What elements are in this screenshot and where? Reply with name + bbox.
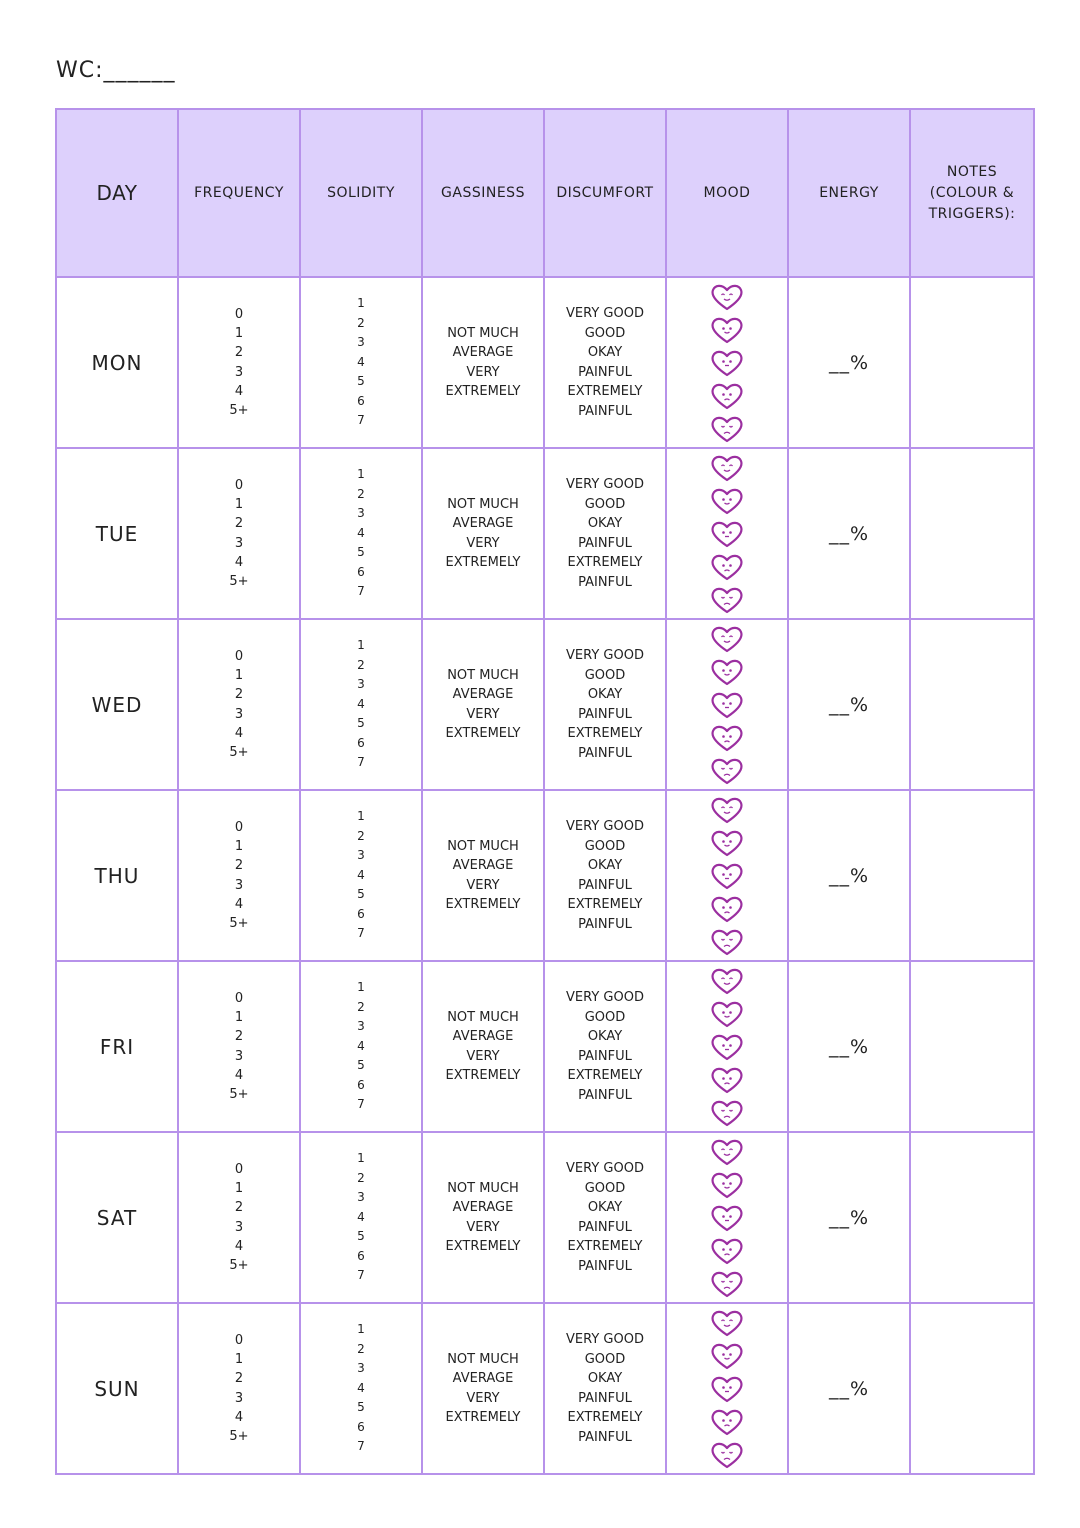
gassiness-option[interactable]: AVERAGE: [452, 858, 514, 873]
solidity-option[interactable]: 5: [357, 887, 365, 902]
frequency-option[interactable]: 4: [234, 1238, 244, 1254]
heart-sad-icon[interactable]: [709, 1408, 745, 1436]
solidity-option[interactable]: 6: [357, 1419, 365, 1434]
discomfort-option[interactable]: PAINFUL: [578, 745, 632, 761]
discomfort-option[interactable]: OKAY: [587, 516, 623, 531]
frequency-option[interactable]: 1: [234, 838, 244, 854]
week-commencing-label: WC:______: [56, 58, 176, 83]
frequency-option[interactable]: 4: [234, 1409, 244, 1425]
heart-happy-icon[interactable]: [709, 1171, 745, 1199]
frequency-option[interactable]: 0: [234, 477, 244, 493]
discomfort-option[interactable]: VERY GOOD: [566, 819, 644, 834]
discomfort-option[interactable]: GOOD: [584, 667, 626, 683]
notes-field[interactable]: [910, 1303, 1034, 1474]
day-row-sat: [56, 1132, 1034, 1303]
discomfort-option[interactable]: EXTREMELY: [567, 1410, 643, 1425]
day-row-sun: [56, 1303, 1034, 1474]
discomfort-option[interactable]: VERY GOOD: [566, 1161, 644, 1176]
notes-field[interactable]: [910, 961, 1034, 1132]
gassiness-option[interactable]: EXTREMELY: [445, 384, 521, 399]
frequency-cell: [178, 1303, 300, 1474]
day-row-fri: [56, 961, 1034, 1132]
discomfort-option[interactable]: VERY GOOD: [566, 990, 644, 1005]
gassiness-option[interactable]: EXTREMELY: [445, 1410, 521, 1425]
solidity-option[interactable]: 2: [357, 999, 365, 1014]
discomfort-cell: [544, 277, 666, 448]
solidity-option[interactable]: 3: [357, 848, 365, 863]
notes-header-text: NOTES (COLOUR & TRIGGERS):: [928, 163, 1016, 222]
frequency-option[interactable]: 1: [234, 1351, 244, 1367]
discomfort-option[interactable]: VERY GOOD: [566, 648, 644, 663]
frequency-option[interactable]: 3: [234, 1390, 244, 1406]
heart-happy-icon[interactable]: [709, 487, 745, 515]
frequency-option[interactable]: 0: [234, 1332, 244, 1348]
solidity-cell: [300, 1132, 422, 1303]
solidity-option[interactable]: 7: [357, 1268, 365, 1283]
solidity-option[interactable]: 1: [357, 1151, 365, 1166]
day-row-wed: [56, 619, 1034, 790]
solidity-option[interactable]: 1: [357, 638, 365, 653]
discomfort-option[interactable]: GOOD: [584, 496, 626, 512]
gassiness-option[interactable]: NOT MUCH: [447, 667, 519, 683]
solidity-option[interactable]: 7: [357, 1097, 365, 1112]
heart-sad-icon[interactable]: [709, 553, 745, 581]
solidity-option[interactable]: 7: [357, 926, 365, 941]
heart-very-happy-icon[interactable]: [709, 1138, 745, 1166]
heart-neutral-icon[interactable]: [709, 520, 745, 548]
solidity-option[interactable]: 6: [357, 1248, 365, 1263]
frequency-option[interactable]: 5+: [229, 403, 249, 419]
discomfort-option[interactable]: OKAY: [587, 1029, 623, 1044]
solidity-option[interactable]: 1: [357, 980, 365, 995]
discomfort-option[interactable]: OKAY: [587, 687, 623, 702]
notes-field[interactable]: [910, 277, 1034, 448]
gassiness-option[interactable]: VERY: [466, 1048, 500, 1064]
frequency-option[interactable]: 4: [234, 383, 244, 399]
discomfort-option[interactable]: PAINFUL: [578, 1087, 632, 1103]
gassiness-option[interactable]: EXTREMELY: [445, 897, 521, 912]
discomfort-option[interactable]: GOOD: [584, 1351, 626, 1367]
heart-very-sad-icon[interactable]: [709, 928, 745, 956]
day-label: THU: [56, 790, 178, 961]
heart-very-sad-icon[interactable]: [709, 1099, 745, 1127]
frequency-option[interactable]: 5+: [229, 1087, 249, 1103]
solidity-option[interactable]: 5: [357, 374, 365, 389]
solidity-cell: [300, 961, 422, 1132]
notes-field[interactable]: [910, 790, 1034, 961]
gassiness-cell: [422, 1303, 544, 1474]
heart-happy-icon[interactable]: [709, 829, 745, 857]
solidity-option[interactable]: 1: [357, 296, 365, 311]
solidity-option[interactable]: 3: [357, 677, 365, 692]
discomfort-option[interactable]: GOOD: [584, 838, 626, 854]
discomfort-cell: [544, 790, 666, 961]
day-label: FRI: [56, 961, 178, 1132]
solidity-option[interactable]: 3: [357, 335, 365, 350]
solidity-option[interactable]: 2: [357, 828, 365, 843]
heart-neutral-icon[interactable]: [709, 1204, 745, 1232]
frequency-option[interactable]: 3: [234, 364, 244, 380]
mood-cell: [666, 961, 788, 1132]
gassiness-option[interactable]: EXTREMELY: [445, 1068, 521, 1083]
gassiness-cell: [422, 790, 544, 961]
frequency-option[interactable]: 5+: [229, 1429, 249, 1445]
solidity-option[interactable]: 3: [357, 506, 365, 521]
gassiness-option[interactable]: NOT MUCH: [447, 1351, 519, 1367]
solidity-cell: [300, 277, 422, 448]
gassiness-cell: [422, 448, 544, 619]
energy-field[interactable]: __%: [788, 448, 910, 619]
discomfort-option[interactable]: OKAY: [587, 858, 623, 873]
gassiness-option[interactable]: VERY: [466, 1390, 500, 1406]
heart-very-happy-icon[interactable]: [709, 625, 745, 653]
discomfort-option[interactable]: GOOD: [584, 1180, 626, 1196]
heart-very-happy-icon[interactable]: [709, 454, 745, 482]
frequency-option[interactable]: 1: [234, 325, 244, 341]
solidity-option[interactable]: 4: [357, 525, 365, 540]
gassiness-option[interactable]: AVERAGE: [452, 516, 514, 531]
solidity-option[interactable]: 6: [357, 564, 365, 579]
solidity-option[interactable]: 6: [357, 906, 365, 921]
heart-sad-icon[interactable]: [709, 895, 745, 923]
frequency-option[interactable]: 3: [234, 535, 244, 551]
discomfort-option[interactable]: PAINFUL: [578, 1429, 632, 1445]
discomfort-option[interactable]: PAINFUL: [578, 877, 632, 893]
discomfort-cell: [544, 1132, 666, 1303]
heart-very-sad-icon[interactable]: [709, 586, 745, 614]
heart-very-sad-icon[interactable]: [709, 1270, 745, 1298]
column-header-frequency: FREQUENCY: [178, 109, 300, 277]
gassiness-option[interactable]: VERY: [466, 706, 500, 722]
day-row-thu: [56, 790, 1034, 961]
gassiness-option[interactable]: AVERAGE: [452, 687, 514, 702]
energy-field[interactable]: __%: [788, 277, 910, 448]
frequency-option[interactable]: 4: [234, 896, 244, 912]
energy-field[interactable]: __%: [788, 1132, 910, 1303]
discomfort-option[interactable]: EXTREMELY: [567, 1068, 643, 1083]
frequency-cell: [178, 277, 300, 448]
column-header-notes: [910, 109, 1034, 277]
discomfort-option[interactable]: EXTREMELY: [567, 726, 643, 741]
notes-field[interactable]: [910, 619, 1034, 790]
solidity-option[interactable]: 3: [357, 1190, 365, 1205]
solidity-option[interactable]: 5: [357, 545, 365, 560]
frequency-option[interactable]: 3: [234, 1219, 244, 1235]
frequency-option[interactable]: 5+: [229, 574, 249, 590]
frequency-option[interactable]: 4: [234, 725, 244, 741]
header-row: [56, 109, 1034, 277]
column-header-discomfort: DISCUMFORT: [544, 109, 666, 277]
solidity-option[interactable]: 4: [357, 696, 365, 711]
frequency-option[interactable]: 0: [234, 819, 244, 835]
heart-very-sad-icon[interactable]: [709, 1441, 745, 1469]
gassiness-option[interactable]: NOT MUCH: [447, 325, 519, 341]
heart-very-sad-icon[interactable]: [709, 757, 745, 785]
mood-cell: [666, 619, 788, 790]
frequency-cell: [178, 790, 300, 961]
frequency-option[interactable]: 3: [234, 706, 244, 722]
heart-sad-icon[interactable]: [709, 1066, 745, 1094]
discomfort-option[interactable]: PAINFUL: [578, 574, 632, 590]
gassiness-option[interactable]: AVERAGE: [452, 1200, 514, 1215]
discomfort-option[interactable]: PAINFUL: [578, 535, 632, 551]
frequency-cell: [178, 961, 300, 1132]
discomfort-option[interactable]: PAINFUL: [578, 1219, 632, 1235]
discomfort-option[interactable]: EXTREMELY: [567, 1239, 643, 1254]
frequency-option[interactable]: 1: [234, 496, 244, 512]
discomfort-option[interactable]: GOOD: [584, 325, 626, 341]
discomfort-option[interactable]: OKAY: [587, 1200, 623, 1215]
discomfort-option[interactable]: VERY GOOD: [566, 306, 644, 321]
solidity-cell: [300, 619, 422, 790]
gassiness-option[interactable]: VERY: [466, 1219, 500, 1235]
heart-sad-icon[interactable]: [709, 724, 745, 752]
frequency-option[interactable]: 2: [234, 1371, 244, 1387]
frequency-option[interactable]: 2: [234, 858, 244, 874]
solidity-cell: [300, 790, 422, 961]
heart-very-sad-icon[interactable]: [709, 415, 745, 443]
day-label: WED: [56, 619, 178, 790]
gassiness-option[interactable]: EXTREMELY: [445, 726, 521, 741]
heart-neutral-icon[interactable]: [709, 349, 745, 377]
frequency-option[interactable]: 4: [234, 554, 244, 570]
column-header-day: DAY: [56, 109, 178, 277]
discomfort-option[interactable]: VERY GOOD: [566, 1332, 644, 1347]
solidity-option[interactable]: 7: [357, 584, 365, 599]
solidity-option[interactable]: 5: [357, 1058, 365, 1073]
frequency-option[interactable]: 4: [234, 1067, 244, 1083]
gassiness-cell: [422, 619, 544, 790]
day-row-tue: [56, 448, 1034, 619]
mood-cell: [666, 1303, 788, 1474]
heart-very-happy-icon[interactable]: [709, 1309, 745, 1337]
frequency-option[interactable]: 3: [234, 1048, 244, 1064]
discomfort-option[interactable]: PAINFUL: [578, 1048, 632, 1064]
discomfort-option[interactable]: OKAY: [587, 345, 623, 360]
gassiness-cell: [422, 1132, 544, 1303]
solidity-option[interactable]: 6: [357, 393, 365, 408]
frequency-option[interactable]: 1: [234, 1009, 244, 1025]
solidity-option[interactable]: 4: [357, 867, 365, 882]
gassiness-option[interactable]: AVERAGE: [452, 345, 514, 360]
discomfort-option[interactable]: OKAY: [587, 1371, 623, 1386]
discomfort-option[interactable]: PAINFUL: [578, 706, 632, 722]
heart-neutral-icon[interactable]: [709, 1375, 745, 1403]
discomfort-cell: [544, 448, 666, 619]
heart-happy-icon[interactable]: [709, 316, 745, 344]
gassiness-option[interactable]: NOT MUCH: [447, 838, 519, 854]
mood-cell: [666, 790, 788, 961]
frequency-cell: [178, 1132, 300, 1303]
heart-sad-icon[interactable]: [709, 1237, 745, 1265]
solidity-option[interactable]: 5: [357, 1400, 365, 1415]
frequency-option[interactable]: 2: [234, 516, 244, 532]
mood-cell: [666, 1132, 788, 1303]
gassiness-option[interactable]: EXTREMELY: [445, 555, 521, 570]
frequency-option[interactable]: 2: [234, 345, 244, 361]
discomfort-option[interactable]: PAINFUL: [578, 364, 632, 380]
solidity-option[interactable]: 3: [357, 1361, 365, 1376]
gassiness-option[interactable]: AVERAGE: [452, 1371, 514, 1386]
discomfort-cell: [544, 961, 666, 1132]
gassiness-option[interactable]: EXTREMELY: [445, 1239, 521, 1254]
frequency-option[interactable]: 5+: [229, 1258, 249, 1274]
discomfort-option[interactable]: PAINFUL: [578, 916, 632, 932]
frequency-cell: [178, 619, 300, 790]
discomfort-option[interactable]: PAINFUL: [578, 1258, 632, 1274]
energy-field[interactable]: __%: [788, 619, 910, 790]
gassiness-option[interactable]: AVERAGE: [452, 1029, 514, 1044]
discomfort-cell: [544, 1303, 666, 1474]
heart-very-happy-icon[interactable]: [709, 967, 745, 995]
gassiness-option[interactable]: VERY: [466, 364, 500, 380]
solidity-option[interactable]: 4: [357, 1380, 365, 1395]
solidity-option[interactable]: 2: [357, 657, 365, 672]
frequency-option[interactable]: 5+: [229, 745, 249, 761]
heart-very-happy-icon[interactable]: [709, 796, 745, 824]
frequency-cell: [178, 448, 300, 619]
gassiness-option[interactable]: VERY: [466, 535, 500, 551]
frequency-option[interactable]: 0: [234, 990, 244, 1006]
solidity-option[interactable]: 6: [357, 735, 365, 750]
energy-field[interactable]: __%: [788, 790, 910, 961]
heart-very-happy-icon[interactable]: [709, 283, 745, 311]
gassiness-option[interactable]: NOT MUCH: [447, 1180, 519, 1196]
gassiness-cell: [422, 961, 544, 1132]
column-header-gassiness: GASSINESS: [422, 109, 544, 277]
solidity-cell: [300, 1303, 422, 1474]
solidity-option[interactable]: 2: [357, 486, 365, 501]
notes-field[interactable]: [910, 1132, 1034, 1303]
solidity-option[interactable]: 4: [357, 1038, 365, 1053]
frequency-option[interactable]: 2: [234, 1200, 244, 1216]
frequency-option[interactable]: 1: [234, 667, 244, 683]
solidity-option[interactable]: 1: [357, 467, 365, 482]
heart-happy-icon[interactable]: [709, 1342, 745, 1370]
energy-field[interactable]: __%: [788, 961, 910, 1132]
day-row-mon: [56, 277, 1034, 448]
heart-happy-icon[interactable]: [709, 1000, 745, 1028]
discomfort-option[interactable]: VERY GOOD: [566, 477, 644, 492]
gassiness-option[interactable]: NOT MUCH: [447, 496, 519, 512]
day-label: TUE: [56, 448, 178, 619]
solidity-option[interactable]: 7: [357, 413, 365, 428]
gassiness-cell: [422, 277, 544, 448]
solidity-option[interactable]: 5: [357, 1229, 365, 1244]
frequency-option[interactable]: 1: [234, 1180, 244, 1196]
gassiness-option[interactable]: VERY: [466, 877, 500, 893]
frequency-option[interactable]: 0: [234, 1161, 244, 1177]
solidity-option[interactable]: 2: [357, 1170, 365, 1185]
column-header-solidity: SOLIDITY: [300, 109, 422, 277]
heart-neutral-icon[interactable]: [709, 691, 745, 719]
mood-cell: [666, 448, 788, 619]
frequency-option[interactable]: 3: [234, 877, 244, 893]
discomfort-option[interactable]: EXTREMELY: [567, 384, 643, 399]
tracker-table: [55, 108, 1035, 1475]
solidity-option[interactable]: 7: [357, 1439, 365, 1454]
discomfort-option[interactable]: EXTREMELY: [567, 555, 643, 570]
solidity-option[interactable]: 4: [357, 354, 365, 369]
column-header-mood: MOOD: [666, 109, 788, 277]
day-label: SAT: [56, 1132, 178, 1303]
solidity-option[interactable]: 2: [357, 1341, 365, 1356]
solidity-option[interactable]: 5: [357, 716, 365, 731]
frequency-option[interactable]: 2: [234, 1029, 244, 1045]
solidity-option[interactable]: 1: [357, 1322, 365, 1337]
day-label: SUN: [56, 1303, 178, 1474]
heart-neutral-icon[interactable]: [709, 1033, 745, 1061]
solidity-option[interactable]: 6: [357, 1077, 365, 1092]
energy-field[interactable]: __%: [788, 1303, 910, 1474]
discomfort-option[interactable]: EXTREMELY: [567, 897, 643, 912]
mood-cell: [666, 277, 788, 448]
heart-neutral-icon[interactable]: [709, 862, 745, 890]
solidity-option[interactable]: 3: [357, 1019, 365, 1034]
column-header-energy: ENERGY: [788, 109, 910, 277]
solidity-option[interactable]: 4: [357, 1209, 365, 1224]
day-label: MON: [56, 277, 178, 448]
discomfort-option[interactable]: PAINFUL: [578, 403, 632, 419]
solidity-option[interactable]: 7: [357, 755, 365, 770]
heart-happy-icon[interactable]: [709, 658, 745, 686]
solidity-option[interactable]: 2: [357, 315, 365, 330]
frequency-option[interactable]: 2: [234, 687, 244, 703]
gassiness-option[interactable]: NOT MUCH: [447, 1009, 519, 1025]
frequency-option[interactable]: 5+: [229, 916, 249, 932]
notes-field[interactable]: [910, 448, 1034, 619]
solidity-cell: [300, 448, 422, 619]
discomfort-option[interactable]: GOOD: [584, 1009, 626, 1025]
heart-sad-icon[interactable]: [709, 382, 745, 410]
frequency-option[interactable]: 0: [234, 306, 244, 322]
discomfort-option[interactable]: PAINFUL: [578, 1390, 632, 1406]
solidity-option[interactable]: 1: [357, 809, 365, 824]
discomfort-cell: [544, 619, 666, 790]
frequency-option[interactable]: 0: [234, 648, 244, 664]
